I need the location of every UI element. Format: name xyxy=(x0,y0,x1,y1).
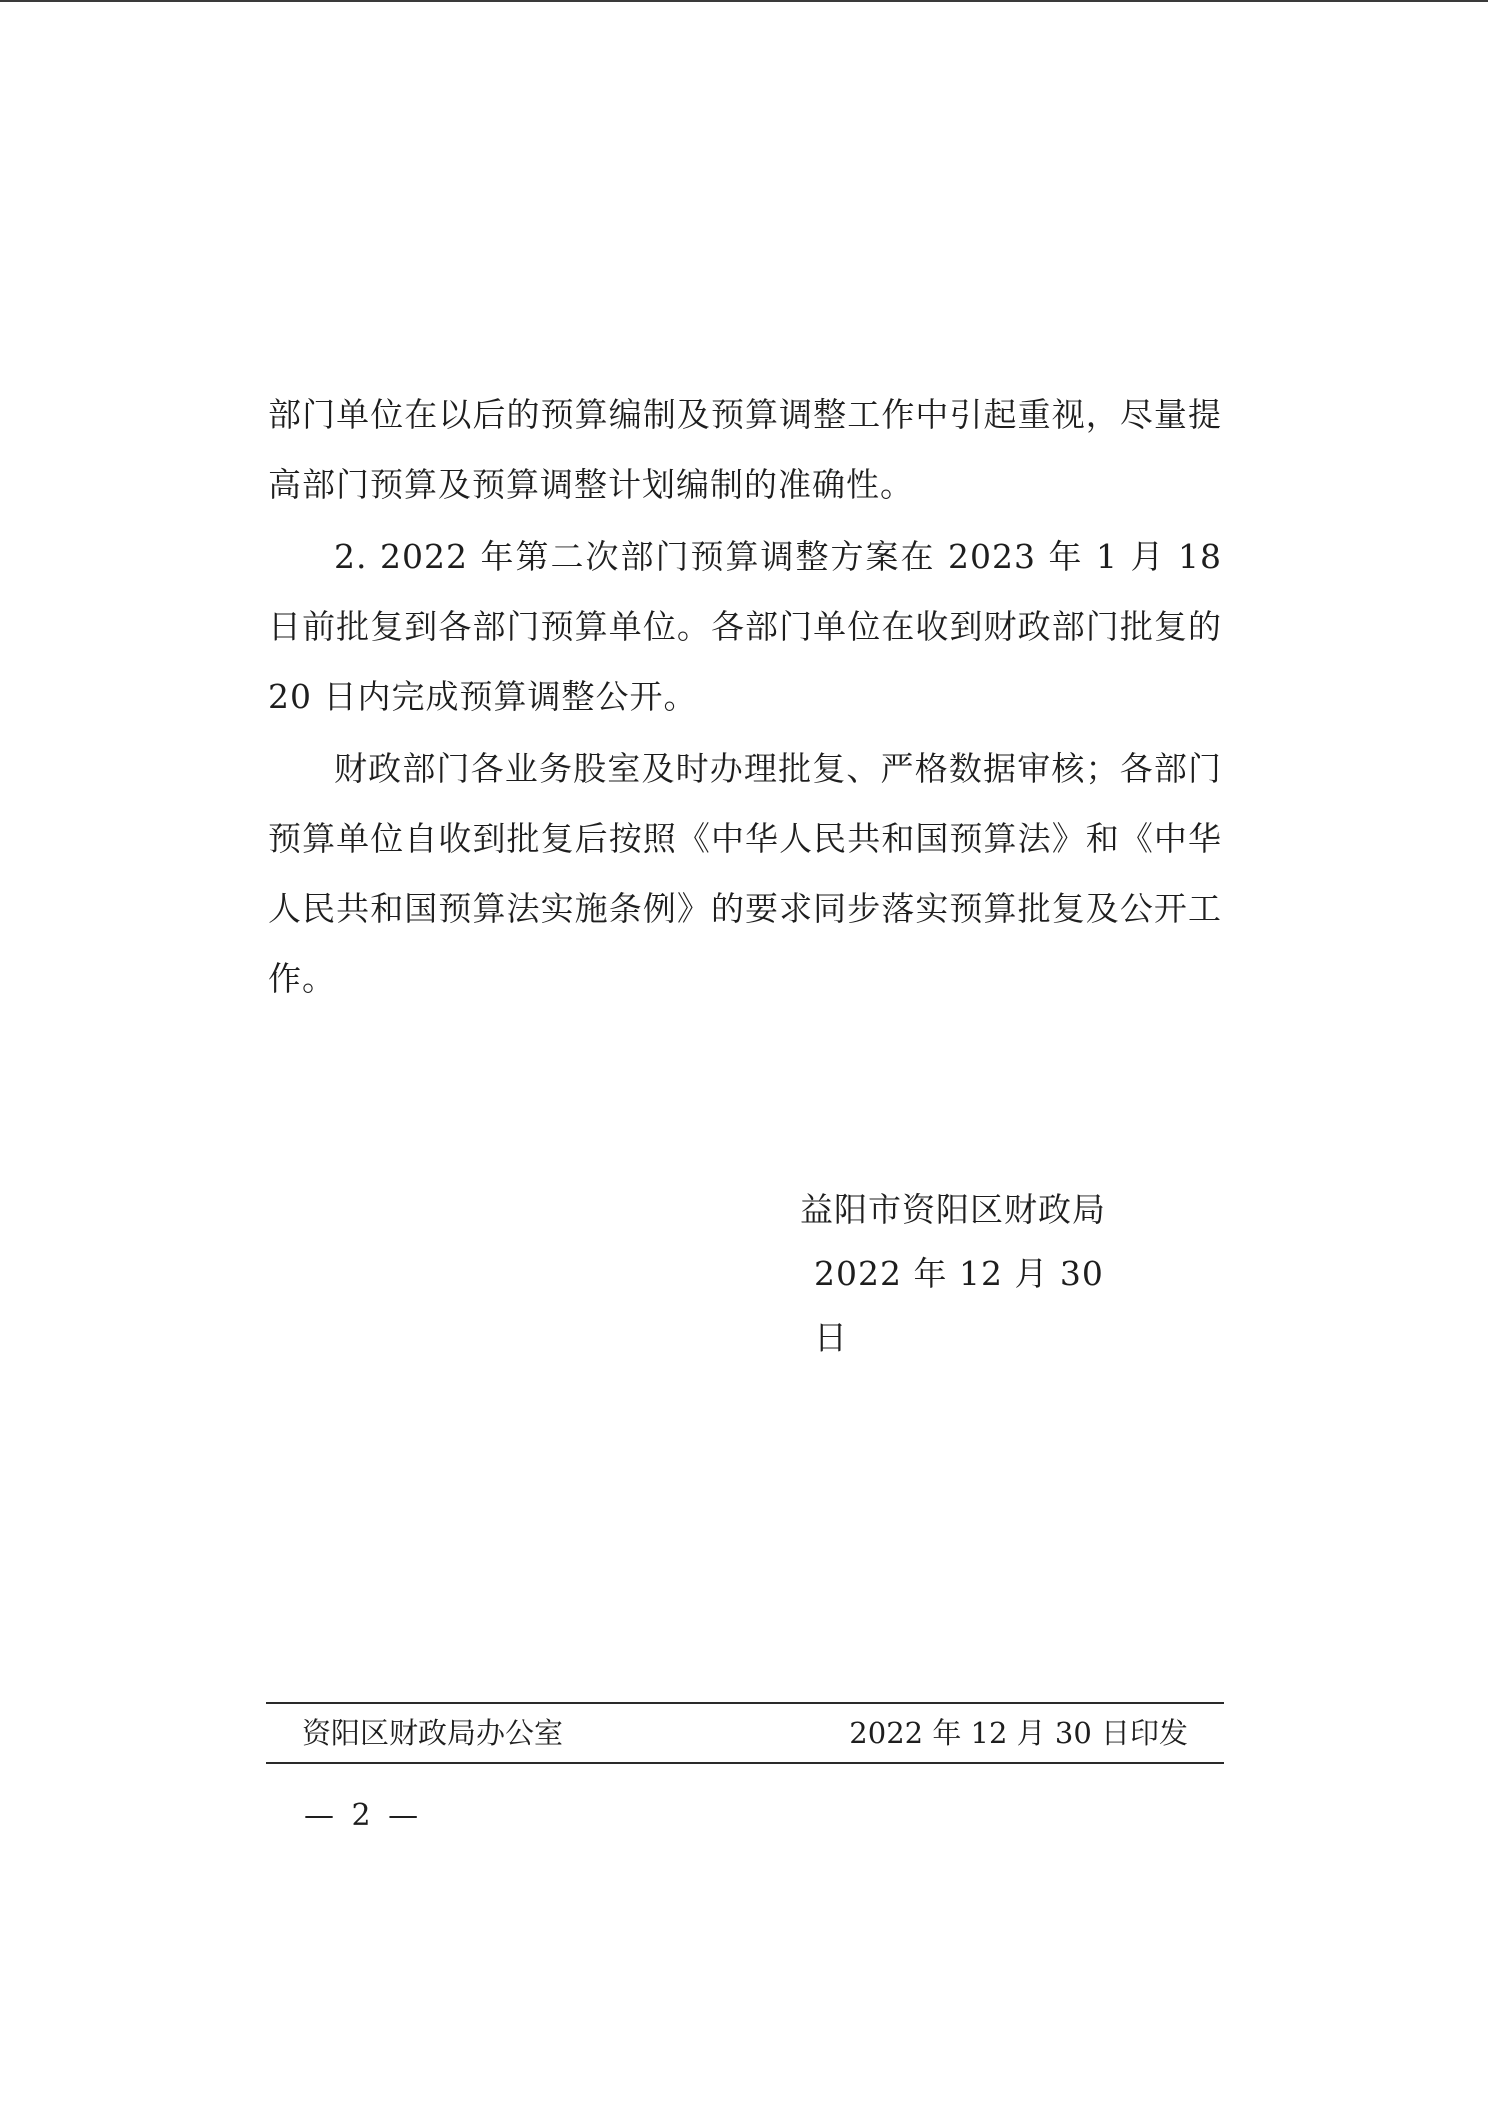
paragraph-continuation: 部门单位在以后的预算编制及预算调整工作中引起重视，尽量提高部门预算及预算调整计划编制的准确性。 xyxy=(268,395,1222,504)
signing-organization: 益阳市资阳区财政局 xyxy=(800,1190,1106,1229)
paragraph-item-2: 2. 2022 年第二次部门预算调整方案在 2023 年 1 月 18 日前批复到各部门预算单位。各部门单位在收到财政部门批复的 20 日内完成预算调整公开。 xyxy=(268,537,1222,716)
document-body xyxy=(268,380,1222,1016)
signature-block xyxy=(760,1178,1140,1370)
footer-issuer: 资阳区财政局办公室 xyxy=(302,1716,564,1750)
page-number: — 2 — xyxy=(304,1798,423,1833)
footer-issue-line xyxy=(266,1710,1224,1756)
page-top-edge xyxy=(0,0,1488,2)
footer-issue-date: 2022 年 12 月 30 日印发 xyxy=(849,1716,1188,1750)
paragraph-requirements: 财政部门各业务股室及时办理批复、严格数据审核；各部门预算单位自收到批复后按照《中华人民共和国预算法》和《中华人民共和国预算法实施条例》的要求同步落实预算批复及公开工作。 xyxy=(268,749,1222,998)
signing-date: 2022 年 12 月 30 日 xyxy=(814,1254,1104,1357)
footer-bottom-rule xyxy=(266,1762,1224,1764)
footer-top-rule xyxy=(266,1702,1224,1704)
